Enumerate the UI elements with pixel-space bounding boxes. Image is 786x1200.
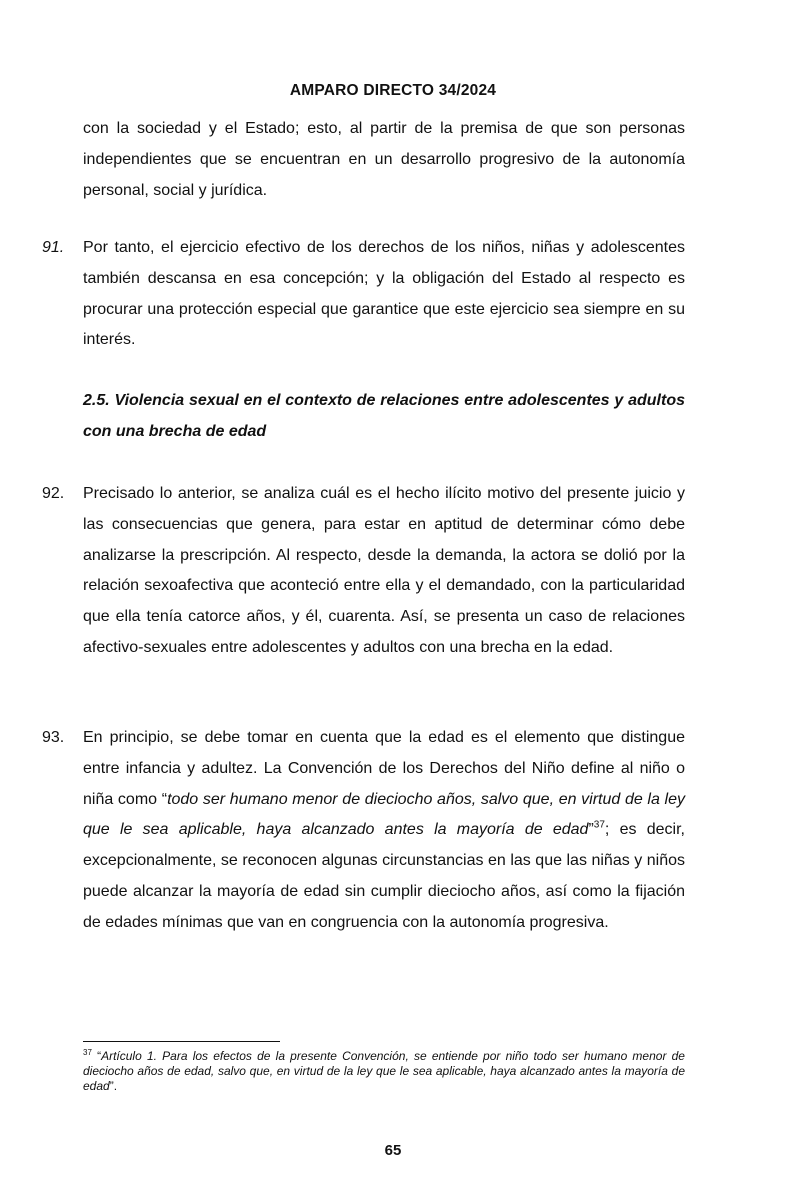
footnote-divider (83, 1041, 280, 1042)
footnote-reference[interactable]: 37 (593, 820, 605, 832)
quote-close: ” (588, 821, 594, 839)
paragraph-text: Precisado lo anterior, se analiza cuál es el hecho ilícito motivo del presente juicio y las consecuencias que genera, para estar en aptitud de determinar cómo debe analizarse la prescripción. Al respecto, desde la demanda, la actora se dolió por la relación sexoafectiva que aconteció entre ella y el demandado, con la particularidad que ella tenía catorce años, y él, cuarenta. Así, se presenta un caso de relaciones afectivo-sexuales entre adolescentes y adultos con una brecha en la edad. (83, 485, 685, 656)
page-number: 65 (384, 1142, 402, 1159)
paragraph-93 (0, 723, 786, 939)
paragraph-number: 91. (42, 239, 65, 256)
paragraph-text: Por tanto, el ejercicio efectivo de los derechos de los niños, niñas y adolescentes también descansa en esa concepción; y la obligación del Estado al respecto es procurar una protección especial que garantice que este ejercicio sea siempre en su interés. (83, 239, 685, 349)
footnote-number: 37 (83, 1048, 92, 1057)
convention-quote: todo ser humano menor de dieciocho años, salvo que, en virtud de la ley que le sea aplicable, haya alcanzado antes la mayoría de edad (83, 790, 686, 839)
footnote-close: ”. (109, 1079, 118, 1093)
footnote (83, 1049, 685, 1094)
paragraph-91 (0, 233, 786, 356)
text-after-quote: ; es decir, excepcionalmente, se reconocen algunas circunstancias en las que las niñas y niños puede alcanzar la mayoría de edad sin cumplir dieciocho años, así como la fijación de edades mínimas que van en congruencia con la autonomía progresiva. (83, 821, 686, 931)
page-header-title: AMPARO DIRECTO 34/2024 (289, 82, 497, 99)
footnote-open-quote: “ (91, 1049, 102, 1063)
continuation-paragraph: con la sociedad y el Estado; esto, al partir de la premisa de que son personas independientes que se encuentran en un desarrollo progresivo de la autonomía personal, social y jurídica. (83, 120, 685, 199)
paragraph-92 (0, 479, 786, 664)
paragraph-text (83, 723, 685, 939)
section-heading: 2.5. Violencia sexual en el contexto de relaciones entre adolescentes y adultos con una brecha de edad (83, 392, 685, 440)
paragraph-number: 92. (42, 485, 65, 502)
footnote-text: Artículo 1. Para los efectos de la presente Convención, se entiende por niño todo ser humano menor de dieciocho años de edad, salvo que, en virtud de la ley que le sea aplicable, haya alcanzado antes la mayoría de edad (83, 1049, 685, 1093)
text-before-quote: En principio, se debe tomar en cuenta que la edad es el elemento que distingue entre infancia y adultez. La Convención de los Derechos del Niño define al niño o niña como “ (83, 729, 685, 808)
paragraph-number: 93. (42, 729, 65, 746)
